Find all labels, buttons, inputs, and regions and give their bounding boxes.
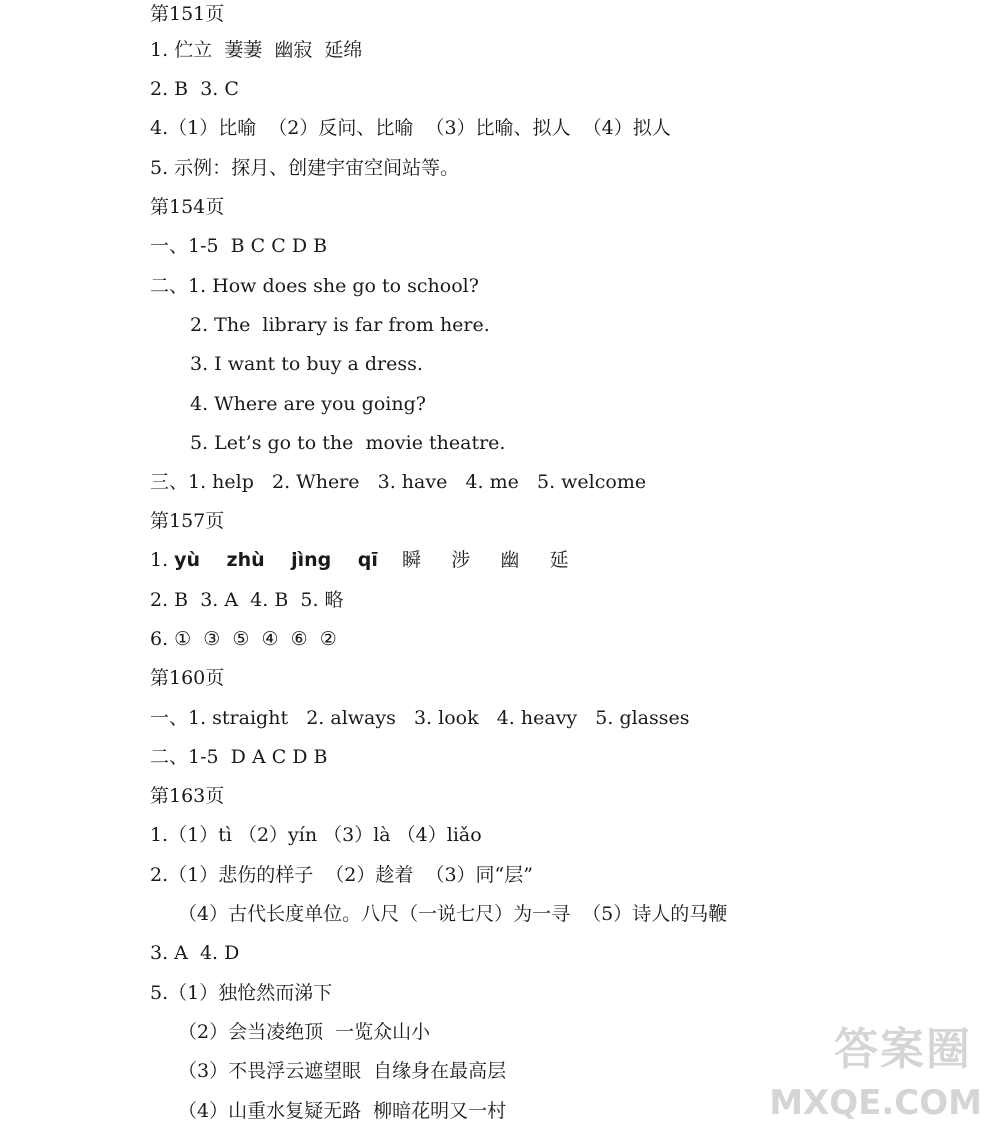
p163-answer-3: 3. A 4. D: [150, 942, 240, 964]
p163-answer-5-4: （4）山重水复疑无路 柳暗花明又一村: [178, 1100, 507, 1122]
p163-answer-5-2: （2）会当凌绝顶 一览众山小: [178, 1021, 431, 1043]
p157-answer-1: [150, 548, 569, 572]
watermark-logo-text: 答案圈: [834, 1024, 972, 1075]
page-151-heading: 第151页: [150, 3, 225, 25]
p154-part-2-q4: 4. Where are you going?: [190, 393, 426, 415]
page-160-heading: 第160页: [150, 667, 225, 689]
p154-part-2-q1: 二、1. How does she go to school?: [150, 275, 479, 297]
p154-part-3: 三、1. help 2. Where 3. have 4. me 5. welcome: [150, 471, 647, 493]
page-154-heading: 第154页: [150, 196, 225, 218]
p154-part-2-q3: 3. I want to buy a dress.: [190, 353, 423, 375]
p163-answer-2: 2.（1）悲伤的样子 （2）趁着 （3）同“层”: [150, 864, 533, 886]
p157-answer-6: 6. ① ③ ⑤ ④ ⑥ ②: [150, 628, 337, 650]
p157-answer-1-number: 1.: [150, 549, 175, 571]
watermark-domain: MXQE.COM: [769, 1083, 982, 1123]
p151-answer-2: 2. B 3. C: [150, 78, 239, 100]
p163-answer-1: 1.（1）tì （2）yín （3）là （4）liǎo: [150, 824, 482, 846]
p163-answer-5-3: （3）不畏浮云遮望眼 自缘身在最高层: [178, 1060, 507, 1082]
p160-part-2: 二、1-5 D A C D B: [150, 746, 328, 768]
page-163-heading: 第163页: [150, 785, 225, 807]
p154-part-1: 一、1-5 B C C D B: [150, 235, 328, 257]
p163-answer-2-cont: （4）古代长度单位。八尺（一说七尺）为一寻 （5）诗人的马鞭: [178, 903, 728, 925]
site-watermark: [769, 1013, 982, 1123]
p151-answer-1: 1. 伫立 萋萋 幽寂 延绵: [150, 39, 363, 61]
p157-answer-1-pinyin: yù zhù jìng qī: [174, 549, 378, 571]
p151-answer-4: 4.（1）比喻 （2）反问、比喻 （3）比喻、拟人 （4）拟人: [150, 117, 671, 139]
p151-answer-5: 5. 示例：探月、创建宇宙空间站等。: [150, 157, 460, 179]
p157-answer-2: 2. B 3. A 4. B 5. 略: [150, 589, 344, 611]
p154-part-2-q2: 2. The library is far from here.: [190, 314, 490, 336]
p157-answer-1-hanzi: 瞬 涉 幽 延: [377, 549, 569, 571]
page-157-heading: 第157页: [150, 510, 225, 532]
p160-part-1: 一、1. straight 2. always 3. look 4. heavy 5. glasses: [150, 707, 690, 729]
p163-answer-5-1: 5.（1）独怆然而涕下: [150, 982, 333, 1004]
p154-part-2-q5: 5. Let’s go to the movie theatre.: [190, 432, 506, 454]
